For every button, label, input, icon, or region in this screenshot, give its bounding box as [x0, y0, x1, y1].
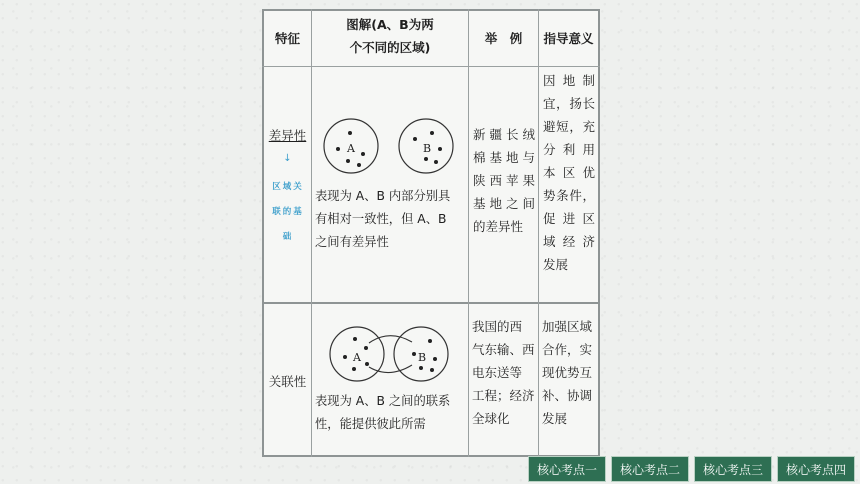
row1-significance	[543, 69, 595, 276]
row1-note-line3: 础	[282, 232, 294, 242]
header-divider	[262, 66, 600, 67]
row1-example-line: 陕西苹果	[473, 173, 535, 188]
nav-button-core-point-2[interactable]: 核心考点二	[611, 456, 689, 482]
row2-example-line: 电东送等	[472, 365, 523, 380]
region-a-label: A	[347, 142, 355, 155]
row2-diagram	[322, 321, 462, 387]
row1-handwritten-note	[266, 175, 310, 250]
header-example: 举 例	[484, 31, 523, 46]
row1-significance-line: 域经济	[543, 234, 595, 249]
row2-example-line: 全球化	[472, 411, 510, 426]
row2-significance-line: 补、协调	[542, 388, 593, 403]
row1-description	[315, 185, 467, 254]
col-divider-2	[468, 9, 469, 457]
col-divider-1	[311, 9, 312, 457]
region-b-label: B	[418, 351, 427, 364]
row1-significance-line: 势条件，	[543, 188, 595, 203]
row2-example	[472, 315, 536, 430]
nav-button-core-point-3[interactable]: 核心考点三	[694, 456, 772, 482]
table-border-right	[598, 9, 600, 457]
row1-significance-line: 发展	[543, 257, 569, 272]
row1-significance-line: 促进区	[543, 211, 595, 226]
row2-example-line: 我国的西	[472, 319, 523, 334]
row2-significance-line: 现优势互	[542, 365, 593, 380]
col-divider-3	[538, 9, 539, 457]
header-diagram-line2: 个不同的区域)	[349, 40, 431, 55]
row1-note-line2: 联的基	[272, 207, 304, 217]
header-significance: 指导意义	[543, 31, 594, 46]
row1-example	[473, 123, 535, 238]
header-diagram	[312, 13, 468, 59]
row1-significance-line: 分利用	[543, 142, 595, 157]
region-b-label: B	[423, 142, 432, 155]
row1-example-line: 基地之间	[473, 196, 535, 211]
row1-significance-line: 避短，充	[543, 119, 595, 134]
link-arc-lower	[369, 365, 412, 373]
nav-button-core-point-1[interactable]: 核心考点一	[528, 456, 606, 482]
row2-desc-line1: 表现为 A、B 之间的联系	[315, 394, 451, 408]
link-arc-upper	[369, 336, 412, 343]
header-diagram-line1: 图解(A、B为两	[346, 17, 434, 32]
row2-feature: 关联性	[268, 374, 307, 389]
row2-example-line: 气东输、西	[472, 342, 535, 357]
row1-example-line: 新疆长绒	[473, 127, 535, 142]
row1-diagram	[317, 109, 462, 179]
table-border-top	[262, 9, 600, 11]
row1-desc-line1: 表现为 A、B 内部分别具	[315, 189, 451, 203]
row2-significance-line: 发展	[542, 411, 568, 426]
row-divider	[262, 302, 600, 304]
row1-desc-line2: 有相对一致性，但 A、B	[315, 212, 447, 226]
row2-significance	[542, 315, 598, 430]
row1-note-line1: 区域关	[272, 182, 304, 192]
row1-significance-line: 因地制	[543, 73, 595, 88]
row1-significance-line: 宜，扬长	[543, 96, 595, 111]
region-a-label: A	[353, 351, 361, 364]
row1-example-line: 的差异性	[473, 219, 524, 234]
row2-significance-line: 合作，实	[542, 342, 593, 357]
row1-feature: 差异性	[268, 128, 307, 143]
row1-desc-line3: 之间有差异性	[315, 235, 389, 249]
row1-arrow: ↓	[283, 153, 292, 164]
row2-description	[315, 390, 467, 436]
row1-example-line: 棉基地与	[473, 150, 535, 165]
row1-significance-line: 本区优	[543, 165, 595, 180]
row2-example-line: 工程；经济	[472, 388, 535, 403]
row2-desc-line2: 性，能提供彼此所需	[315, 417, 426, 431]
row2-significance-line: 加强区域	[542, 319, 593, 334]
header-feature: 特征	[274, 31, 300, 46]
comparison-table	[262, 9, 600, 457]
nav-button-core-point-4[interactable]: 核心考点四	[777, 456, 855, 482]
